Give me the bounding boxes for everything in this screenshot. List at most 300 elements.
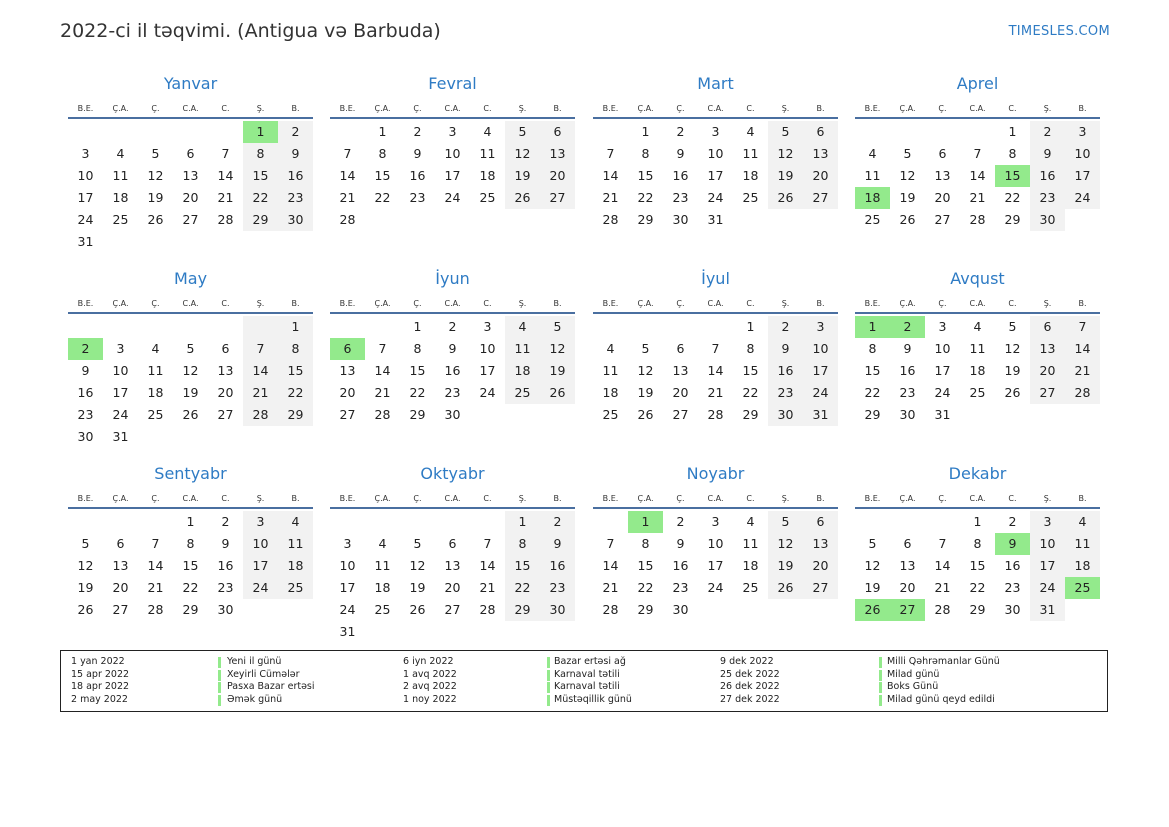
day-cell: 14: [339, 168, 356, 183]
day-cell: 23: [1004, 580, 1021, 595]
day-cell: 20: [803, 555, 838, 577]
day-cell: 25: [742, 580, 759, 595]
day-cell: 20: [540, 165, 575, 187]
day-cell: 21: [339, 190, 356, 205]
day-cell: 2: [540, 511, 575, 533]
day-cell: 20: [1030, 360, 1065, 382]
day-cell: 15: [742, 363, 759, 378]
empty-cell: [628, 316, 663, 338]
day-cell: 17: [707, 558, 724, 573]
day-cell: 19: [182, 385, 199, 400]
day-cell: 26: [768, 187, 803, 209]
day-cell: 11: [602, 363, 619, 378]
day-cell: 18: [147, 385, 164, 400]
empty-cell: [68, 316, 103, 338]
day-cell: 17: [339, 580, 356, 595]
day-cell: 29: [864, 407, 881, 422]
day-cell: 22: [505, 577, 540, 599]
day-cell: 1: [278, 316, 313, 338]
day-cell: 23: [444, 385, 461, 400]
weekday-label: Ş.: [781, 299, 790, 308]
weekday-label: C.: [483, 494, 492, 503]
day-cell: 23: [77, 407, 94, 422]
empty-cell: [243, 316, 278, 338]
day-cell: 13: [803, 533, 838, 555]
day-cell: 12: [77, 558, 94, 573]
day-cell: 26: [637, 407, 654, 422]
day-cell: 22: [243, 187, 278, 209]
day-cell: 21: [602, 580, 619, 595]
day-cell: 8: [973, 536, 982, 551]
day-cell: 12: [864, 558, 881, 573]
day-cell: 8: [641, 536, 650, 551]
day-cell: 3: [1065, 121, 1100, 143]
day-cell: 27: [444, 602, 461, 617]
weekday-label: Ç.: [938, 494, 947, 503]
weekday-label: C.A.: [707, 299, 724, 308]
day-cell: 3: [116, 341, 125, 356]
day-cell: 30: [278, 209, 313, 231]
holiday-day-cell: 1: [855, 316, 890, 338]
day-cell: 5: [768, 121, 803, 143]
weekday-label: B.: [1078, 104, 1087, 113]
day-cell: 8: [243, 143, 278, 165]
day-cell: 29: [969, 602, 986, 617]
weekday-header: [68, 296, 313, 314]
day-cell: 15: [182, 558, 199, 573]
day-cell: 13: [540, 143, 575, 165]
day-cell: 4: [1065, 511, 1100, 533]
day-cell: 14: [374, 363, 391, 378]
day-cell: 13: [1030, 338, 1065, 360]
weekday-label: Ç.A.: [637, 104, 654, 113]
day-cell: 15: [505, 555, 540, 577]
day-cell: 15: [409, 363, 426, 378]
day-cell: 4: [505, 316, 540, 338]
weekday-label: C.: [221, 494, 230, 503]
weekday-label: B.E.: [602, 104, 619, 113]
weekday-label: B.: [291, 494, 300, 503]
holiday-day-cell: 1: [243, 121, 278, 143]
weekday-label: Ş.: [518, 494, 527, 503]
day-cell: 6: [938, 146, 947, 161]
day-cell: 2: [1008, 514, 1017, 529]
weekday-label: Ç.: [676, 299, 685, 308]
day-cell: 22: [969, 580, 986, 595]
day-cell: 8: [1008, 146, 1017, 161]
empty-cell: [925, 511, 960, 533]
day-cell: 17: [1065, 165, 1100, 187]
day-cell: 29: [278, 404, 313, 426]
day-cell: 16: [672, 558, 689, 573]
day-cell: 16: [1030, 165, 1065, 187]
day-cell: 20: [182, 190, 199, 205]
legend-date: 25 dek 2022: [720, 668, 780, 680]
day-grid: [593, 121, 838, 231]
day-cell: 28: [969, 212, 986, 227]
day-cell: 10: [707, 146, 724, 161]
empty-cell: [925, 121, 960, 143]
day-grid: [593, 316, 838, 426]
day-cell: 26: [182, 407, 199, 422]
day-cell: 2: [676, 514, 685, 529]
weekday-label: C.A.: [969, 104, 986, 113]
brand-link[interactable]: TIMESLES.COM: [1008, 24, 1110, 39]
day-cell: 25: [742, 190, 759, 205]
day-cell: 21: [1065, 360, 1100, 382]
legend-date: 1 avq 2022: [403, 668, 457, 680]
empty-cell: [208, 316, 243, 338]
weekday-label: Ç.: [676, 104, 685, 113]
day-cell: 28: [1065, 382, 1100, 404]
day-cell: 17: [444, 168, 461, 183]
weekday-label: C.: [746, 494, 755, 503]
empty-cell: [68, 121, 103, 143]
weekday-label: Ş.: [1043, 104, 1052, 113]
day-cell: 21: [243, 382, 278, 404]
day-grid: [68, 316, 313, 448]
empty-cell: [470, 511, 505, 533]
day-cell: 10: [112, 363, 129, 378]
day-cell: 10: [339, 558, 356, 573]
day-cell: 25: [479, 190, 496, 205]
day-cell: 21: [934, 580, 951, 595]
day-cell: 25: [112, 212, 129, 227]
day-cell: 22: [374, 190, 391, 205]
day-cell: 30: [540, 599, 575, 621]
empty-cell: [698, 316, 733, 338]
weekday-label: Ş.: [1043, 494, 1052, 503]
day-cell: 28: [217, 212, 234, 227]
weekday-label: Ş.: [781, 104, 790, 113]
month-name: Oktyabr: [420, 464, 485, 483]
day-cell: 24: [1065, 187, 1100, 209]
day-cell: 17: [707, 168, 724, 183]
day-cell: 3: [711, 124, 720, 139]
day-cell: 22: [409, 385, 426, 400]
day-cell: 31: [77, 234, 94, 249]
legend-date: 2 avq 2022: [403, 681, 457, 692]
weekday-label: C.A.: [444, 494, 461, 503]
day-cell: 4: [746, 124, 755, 139]
day-grid: [855, 316, 1100, 426]
day-cell: 6: [540, 121, 575, 143]
legend-date: 1 noy 2022: [403, 693, 457, 705]
weekday-header: [855, 491, 1100, 509]
weekday-label: Ç.A.: [899, 104, 916, 113]
day-cell: 14: [969, 168, 986, 183]
weekday-label: Ç.A.: [637, 494, 654, 503]
day-cell: 28: [339, 212, 356, 227]
day-cell: 9: [1030, 143, 1065, 165]
day-cell: 28: [934, 602, 951, 617]
month-name: Noyabr: [686, 464, 745, 483]
day-cell: 20: [803, 165, 838, 187]
day-cell: 12: [1004, 341, 1021, 356]
day-cell: 8: [378, 146, 387, 161]
day-cell: 14: [602, 168, 619, 183]
day-cell: 16: [444, 363, 461, 378]
day-cell: 25: [969, 385, 986, 400]
day-cell: 3: [1030, 511, 1065, 533]
weekday-label: Ç.A.: [374, 299, 391, 308]
day-cell: 12: [182, 363, 199, 378]
day-cell: 25: [505, 382, 540, 404]
empty-cell: [855, 121, 890, 143]
day-cell: 18: [602, 385, 619, 400]
weekday-label: Ç.A.: [899, 299, 916, 308]
day-cell: 19: [768, 165, 803, 187]
day-cell: 9: [413, 146, 422, 161]
day-cell: 25: [278, 577, 313, 599]
day-cell: 2: [768, 316, 803, 338]
month-2: [330, 73, 575, 231]
day-cell: 11: [112, 168, 129, 183]
holiday-day-cell: 25: [1065, 577, 1100, 599]
day-cell: 26: [540, 382, 575, 404]
day-cell: 13: [444, 558, 461, 573]
day-cell: 30: [1004, 602, 1021, 617]
day-cell: 28: [602, 602, 619, 617]
month-5: [68, 268, 313, 448]
day-cell: 6: [186, 146, 195, 161]
weekday-header: [593, 296, 838, 314]
holiday-marker: [547, 657, 550, 668]
weekday-label: B.E.: [602, 494, 619, 503]
holiday-day-cell: 6: [330, 338, 365, 360]
day-cell: 19: [864, 580, 881, 595]
day-cell: 22: [864, 385, 881, 400]
legend-holiday-name: Əmək günü: [227, 693, 283, 705]
day-cell: 14: [243, 360, 278, 382]
weekday-label: C.A.: [444, 299, 461, 308]
day-cell: 3: [81, 146, 90, 161]
day-cell: 29: [637, 212, 654, 227]
month-10: [330, 463, 575, 643]
weekday-header: [855, 296, 1100, 314]
day-cell: 29: [637, 602, 654, 617]
empty-cell: [890, 511, 925, 533]
holiday-legend: [60, 650, 1108, 712]
empty-cell: [593, 121, 628, 143]
day-grid: [68, 121, 313, 253]
day-cell: 4: [973, 319, 982, 334]
day-cell: 15: [637, 168, 654, 183]
day-grid: [68, 511, 313, 621]
day-cell: 7: [711, 341, 720, 356]
day-cell: 29: [1004, 212, 1021, 227]
day-cell: 29: [243, 209, 278, 231]
day-cell: 13: [803, 143, 838, 165]
day-cell: 16: [1004, 558, 1021, 573]
day-cell: 27: [182, 212, 199, 227]
day-cell: 7: [606, 146, 615, 161]
day-cell: 23: [409, 190, 426, 205]
month-name: Sentyabr: [154, 464, 227, 483]
day-cell: 13: [672, 363, 689, 378]
day-cell: 6: [1030, 316, 1065, 338]
empty-cell: [208, 121, 243, 143]
day-cell: 26: [768, 577, 803, 599]
weekday-label: Ş.: [518, 104, 527, 113]
day-cell: 6: [803, 511, 838, 533]
legend-date: 9 dek 2022: [720, 656, 774, 667]
day-cell: 17: [77, 190, 94, 205]
day-cell: 2: [448, 319, 457, 334]
day-cell: 23: [1030, 187, 1065, 209]
weekday-label: Ç.: [151, 104, 160, 113]
day-cell: 18: [479, 168, 496, 183]
day-cell: 3: [448, 124, 457, 139]
day-cell: 21: [602, 190, 619, 205]
empty-cell: [103, 511, 138, 533]
day-cell: 26: [1004, 385, 1021, 400]
legend-holiday-name: Milad günü qeyd edildi: [887, 693, 995, 705]
day-cell: 18: [742, 168, 759, 183]
weekday-label: B.E.: [77, 494, 94, 503]
weekday-label: Ç.: [676, 494, 685, 503]
day-cell: 31: [803, 404, 838, 426]
day-cell: 12: [768, 533, 803, 555]
weekday-label: Ç.A.: [899, 494, 916, 503]
day-cell: 13: [934, 168, 951, 183]
weekday-label: Ç.: [413, 104, 422, 113]
day-cell: 14: [1065, 338, 1100, 360]
day-cell: 4: [746, 514, 755, 529]
day-cell: 21: [479, 580, 496, 595]
day-cell: 28: [479, 602, 496, 617]
day-cell: 28: [707, 407, 724, 422]
holiday-marker: [218, 670, 221, 681]
day-cell: 30: [444, 407, 461, 422]
legend-holiday-name: Boks Günü: [887, 681, 939, 692]
day-cell: 21: [374, 385, 391, 400]
day-cell: 30: [672, 602, 689, 617]
legend-date: 15 apr 2022: [71, 668, 130, 680]
weekday-label: C.A.: [969, 299, 986, 308]
holiday-day-cell: 27: [890, 599, 925, 621]
day-cell: 13: [339, 363, 356, 378]
day-cell: 13: [899, 558, 916, 573]
month-name: Avqust: [950, 269, 1005, 288]
day-cell: 26: [899, 212, 916, 227]
day-cell: 4: [606, 341, 615, 356]
empty-cell: [663, 316, 698, 338]
day-cell: 27: [112, 602, 129, 617]
legend-holiday-name: Yeni il günü: [227, 656, 282, 667]
day-cell: 21: [707, 385, 724, 400]
weekday-label: C.A.: [444, 104, 461, 113]
day-cell: 18: [505, 360, 540, 382]
weekday-label: Ç.: [151, 494, 160, 503]
empty-cell: [593, 511, 628, 533]
holiday-marker: [547, 695, 550, 706]
day-cell: 19: [77, 580, 94, 595]
weekday-label: Ç.A.: [374, 104, 391, 113]
legend-holiday-name: Milli Qəhrəmanlar Günü: [887, 656, 1000, 667]
day-cell: 9: [676, 146, 685, 161]
day-cell: 22: [278, 382, 313, 404]
day-cell: 20: [339, 385, 356, 400]
month-4: [855, 73, 1100, 231]
day-cell: 25: [147, 407, 164, 422]
weekday-label: C.: [483, 104, 492, 113]
holiday-marker: [879, 670, 882, 681]
day-cell: 1: [1008, 124, 1017, 139]
day-cell: 8: [186, 536, 195, 551]
holiday-day-cell: 9: [995, 533, 1030, 555]
legend-holiday-name: Karnaval tətili: [554, 681, 620, 692]
weekday-header: [330, 296, 575, 314]
weekday-label: C.: [221, 104, 230, 113]
day-cell: 4: [278, 511, 313, 533]
day-cell: 3: [483, 319, 492, 334]
day-cell: 24: [243, 577, 278, 599]
month-name: İyul: [701, 269, 730, 288]
weekday-label: Ç.A.: [112, 494, 129, 503]
day-cell: 14: [602, 558, 619, 573]
day-cell: 3: [711, 514, 720, 529]
day-cell: 11: [374, 558, 391, 573]
day-cell: 6: [903, 536, 912, 551]
day-grid: [330, 121, 575, 231]
holiday-marker: [218, 657, 221, 668]
month-name: Aprel: [956, 74, 999, 93]
day-cell: 27: [339, 407, 356, 422]
weekday-header: [855, 101, 1100, 119]
day-cell: 21: [969, 190, 986, 205]
weekday-label: Ç.: [413, 299, 422, 308]
day-cell: 16: [217, 558, 234, 573]
day-cell: 17: [934, 363, 951, 378]
day-cell: 6: [116, 536, 125, 551]
day-cell: 1: [505, 511, 540, 533]
weekday-label: C.: [746, 299, 755, 308]
day-cell: 23: [672, 190, 689, 205]
day-cell: 28: [147, 602, 164, 617]
day-cell: 23: [899, 385, 916, 400]
month-name: İyun: [435, 269, 470, 288]
weekday-label: C.: [746, 104, 755, 113]
day-cell: 31: [934, 407, 951, 422]
weekday-label: B.: [553, 299, 562, 308]
day-cell: 14: [479, 558, 496, 573]
day-cell: 16: [409, 168, 426, 183]
day-cell: 29: [742, 407, 759, 422]
day-cell: 20: [672, 385, 689, 400]
day-cell: 10: [934, 341, 951, 356]
day-cell: 5: [868, 536, 877, 551]
legend-holiday-name: Pasxa Bazar ertəsi: [227, 681, 315, 692]
day-cell: 23: [217, 580, 234, 595]
day-cell: 25: [864, 212, 881, 227]
day-cell: 28: [243, 404, 278, 426]
day-cell: 21: [217, 190, 234, 205]
day-cell: 24: [1030, 577, 1065, 599]
day-cell: 17: [1030, 555, 1065, 577]
day-cell: 1: [641, 124, 650, 139]
day-cell: 16: [899, 363, 916, 378]
day-cell: 27: [217, 407, 234, 422]
day-cell: 17: [112, 385, 129, 400]
day-cell: 10: [479, 341, 496, 356]
empty-cell: [365, 316, 400, 338]
month-3: [593, 73, 838, 231]
day-cell: 18: [1065, 555, 1100, 577]
day-cell: 9: [221, 536, 230, 551]
weekday-label: C.: [483, 299, 492, 308]
month-name: May: [173, 269, 208, 288]
